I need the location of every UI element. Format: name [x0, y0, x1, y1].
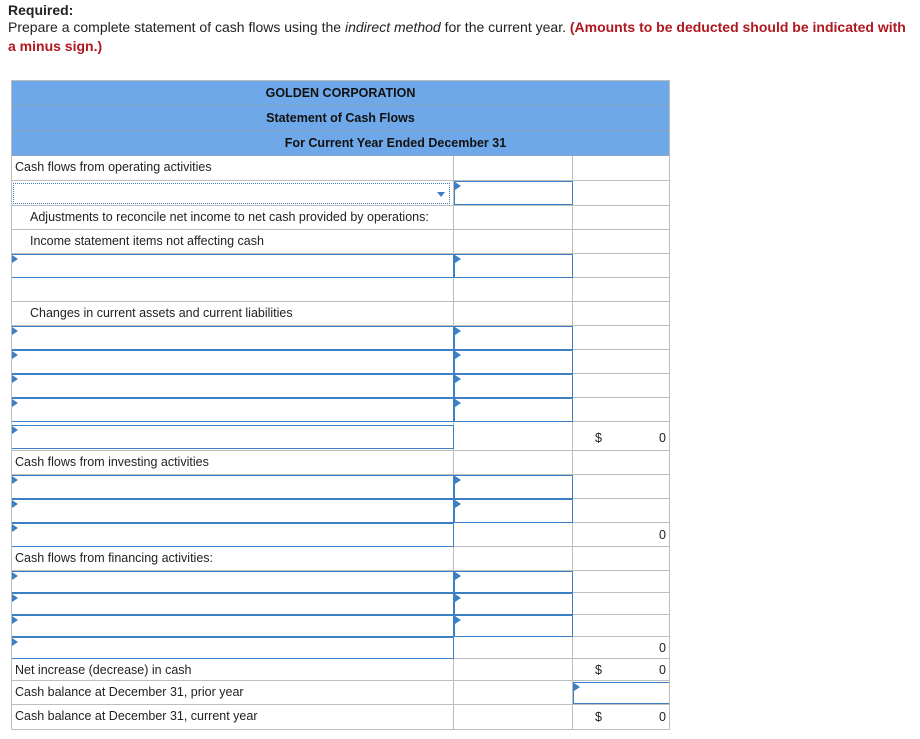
- currency-symbol: $: [595, 431, 602, 445]
- description-input[interactable]: [11, 374, 454, 398]
- input-marker-icon: [455, 182, 461, 190]
- input-row: [11, 374, 670, 398]
- input-row: [11, 593, 670, 615]
- prior-balance-label: Cash balance at December 31, prior year: [15, 685, 244, 699]
- operating-total-description-input[interactable]: [11, 425, 454, 449]
- prior-balance-input[interactable]: [573, 682, 670, 704]
- changes-label: Changes in current assets and current liabilities: [30, 306, 293, 320]
- blank-row: [11, 278, 670, 302]
- chevron-down-icon: [437, 192, 445, 197]
- input-row: [11, 615, 670, 637]
- input-marker-icon: [12, 594, 18, 602]
- input-marker-icon: [12, 638, 18, 646]
- instructions-text: Prepare a complete statement of cash flows using the indirect method for the current year. (Amounts to be deducted should be indicated with a minus sign.): [8, 19, 906, 54]
- input-marker-icon: [12, 572, 18, 580]
- input-marker-icon: [455, 594, 461, 602]
- investing-header-row: [11, 451, 670, 475]
- currency-symbol: $: [595, 710, 602, 724]
- amount-input[interactable]: [454, 593, 573, 615]
- input-marker-icon: [12, 500, 18, 508]
- amount-input[interactable]: [454, 615, 573, 637]
- input-marker-icon: [574, 683, 580, 691]
- net-income-row: [11, 181, 670, 206]
- net-income-amount-input[interactable]: [454, 181, 573, 205]
- investing-total-row: [11, 523, 670, 547]
- input-marker-icon: [12, 399, 18, 407]
- operating-total-row: [11, 422, 670, 451]
- input-row: [11, 571, 670, 593]
- statement-period: For Current Year Ended December 31: [11, 130, 670, 156]
- input-row: [11, 254, 670, 278]
- operating-total-value: 0: [659, 431, 666, 445]
- currency-symbol: $: [595, 663, 602, 677]
- input-marker-icon: [12, 255, 18, 263]
- input-marker-icon: [455, 572, 461, 580]
- adjustments-label: Adjustments to reconcile net income to net cash provided by operations:: [30, 210, 429, 224]
- input-marker-icon: [12, 616, 18, 624]
- input-row: [11, 350, 670, 374]
- adjustments-row: [11, 206, 670, 230]
- amount-input[interactable]: [454, 326, 573, 350]
- input-marker-icon: [455, 616, 461, 624]
- operating-header-row: [11, 156, 670, 181]
- description-input[interactable]: [11, 615, 454, 637]
- net-increase-label: Net increase (decrease) in cash: [15, 663, 192, 677]
- description-input[interactable]: [11, 499, 454, 523]
- prior-balance-row: [11, 681, 670, 705]
- input-marker-icon: [455, 351, 461, 359]
- investing-total-value: 0: [659, 528, 666, 542]
- input-marker-icon: [12, 327, 18, 335]
- financing-label: Cash flows from financing activities:: [15, 551, 213, 565]
- changes-row: [11, 302, 670, 326]
- amount-input[interactable]: [454, 499, 573, 523]
- amount-input[interactable]: [454, 398, 573, 422]
- description-input[interactable]: [11, 571, 454, 593]
- input-marker-icon: [12, 351, 18, 359]
- required-heading: Required:: [8, 2, 74, 18]
- amount-input[interactable]: [454, 350, 573, 374]
- financing-total-description-input[interactable]: [11, 637, 454, 659]
- input-marker-icon: [455, 500, 461, 508]
- net-increase-value: 0: [659, 663, 666, 677]
- financing-total-value: 0: [659, 641, 666, 655]
- input-row: [11, 499, 670, 523]
- net-increase-row: [11, 659, 670, 681]
- input-marker-icon: [12, 524, 18, 532]
- amount-input[interactable]: [454, 254, 573, 278]
- description-input[interactable]: [11, 593, 454, 615]
- input-marker-icon: [455, 255, 461, 263]
- input-marker-icon: [455, 375, 461, 383]
- net-income-dropdown[interactable]: [13, 183, 450, 204]
- input-marker-icon: [455, 399, 461, 407]
- income-items-label: Income statement items not affecting cash: [30, 234, 264, 248]
- amount-input[interactable]: [454, 374, 573, 398]
- description-input[interactable]: [11, 475, 454, 499]
- investing-label: Cash flows from investing activities: [15, 455, 209, 469]
- description-input[interactable]: [11, 326, 454, 350]
- current-balance-label: Cash balance at December 31, current year: [15, 709, 258, 723]
- input-marker-icon: [12, 375, 18, 383]
- amount-input[interactable]: [454, 475, 573, 499]
- input-marker-icon: [12, 476, 18, 484]
- current-balance-value: 0: [659, 710, 666, 724]
- operating-label: Cash flows from operating activities: [15, 160, 212, 174]
- income-items-row: [11, 230, 670, 254]
- company-name: GOLDEN CORPORATION: [11, 80, 670, 106]
- input-row: [11, 398, 670, 422]
- statement-title: Statement of Cash Flows: [11, 105, 670, 131]
- input-marker-icon: [455, 476, 461, 484]
- input-marker-icon: [12, 426, 18, 434]
- deduction-note: (Amounts to be deducted should be indicated with a minus sign.): [8, 19, 906, 54]
- current-balance-row: [11, 705, 670, 730]
- input-marker-icon: [455, 327, 461, 335]
- financing-header-row: [11, 547, 670, 571]
- input-row: [11, 475, 670, 499]
- description-input[interactable]: [11, 254, 454, 278]
- amount-input[interactable]: [454, 571, 573, 593]
- description-input[interactable]: [11, 350, 454, 374]
- investing-total-description-input[interactable]: [11, 523, 454, 547]
- description-input[interactable]: [11, 398, 454, 422]
- input-row: [11, 326, 670, 350]
- financing-total-row: [11, 637, 670, 659]
